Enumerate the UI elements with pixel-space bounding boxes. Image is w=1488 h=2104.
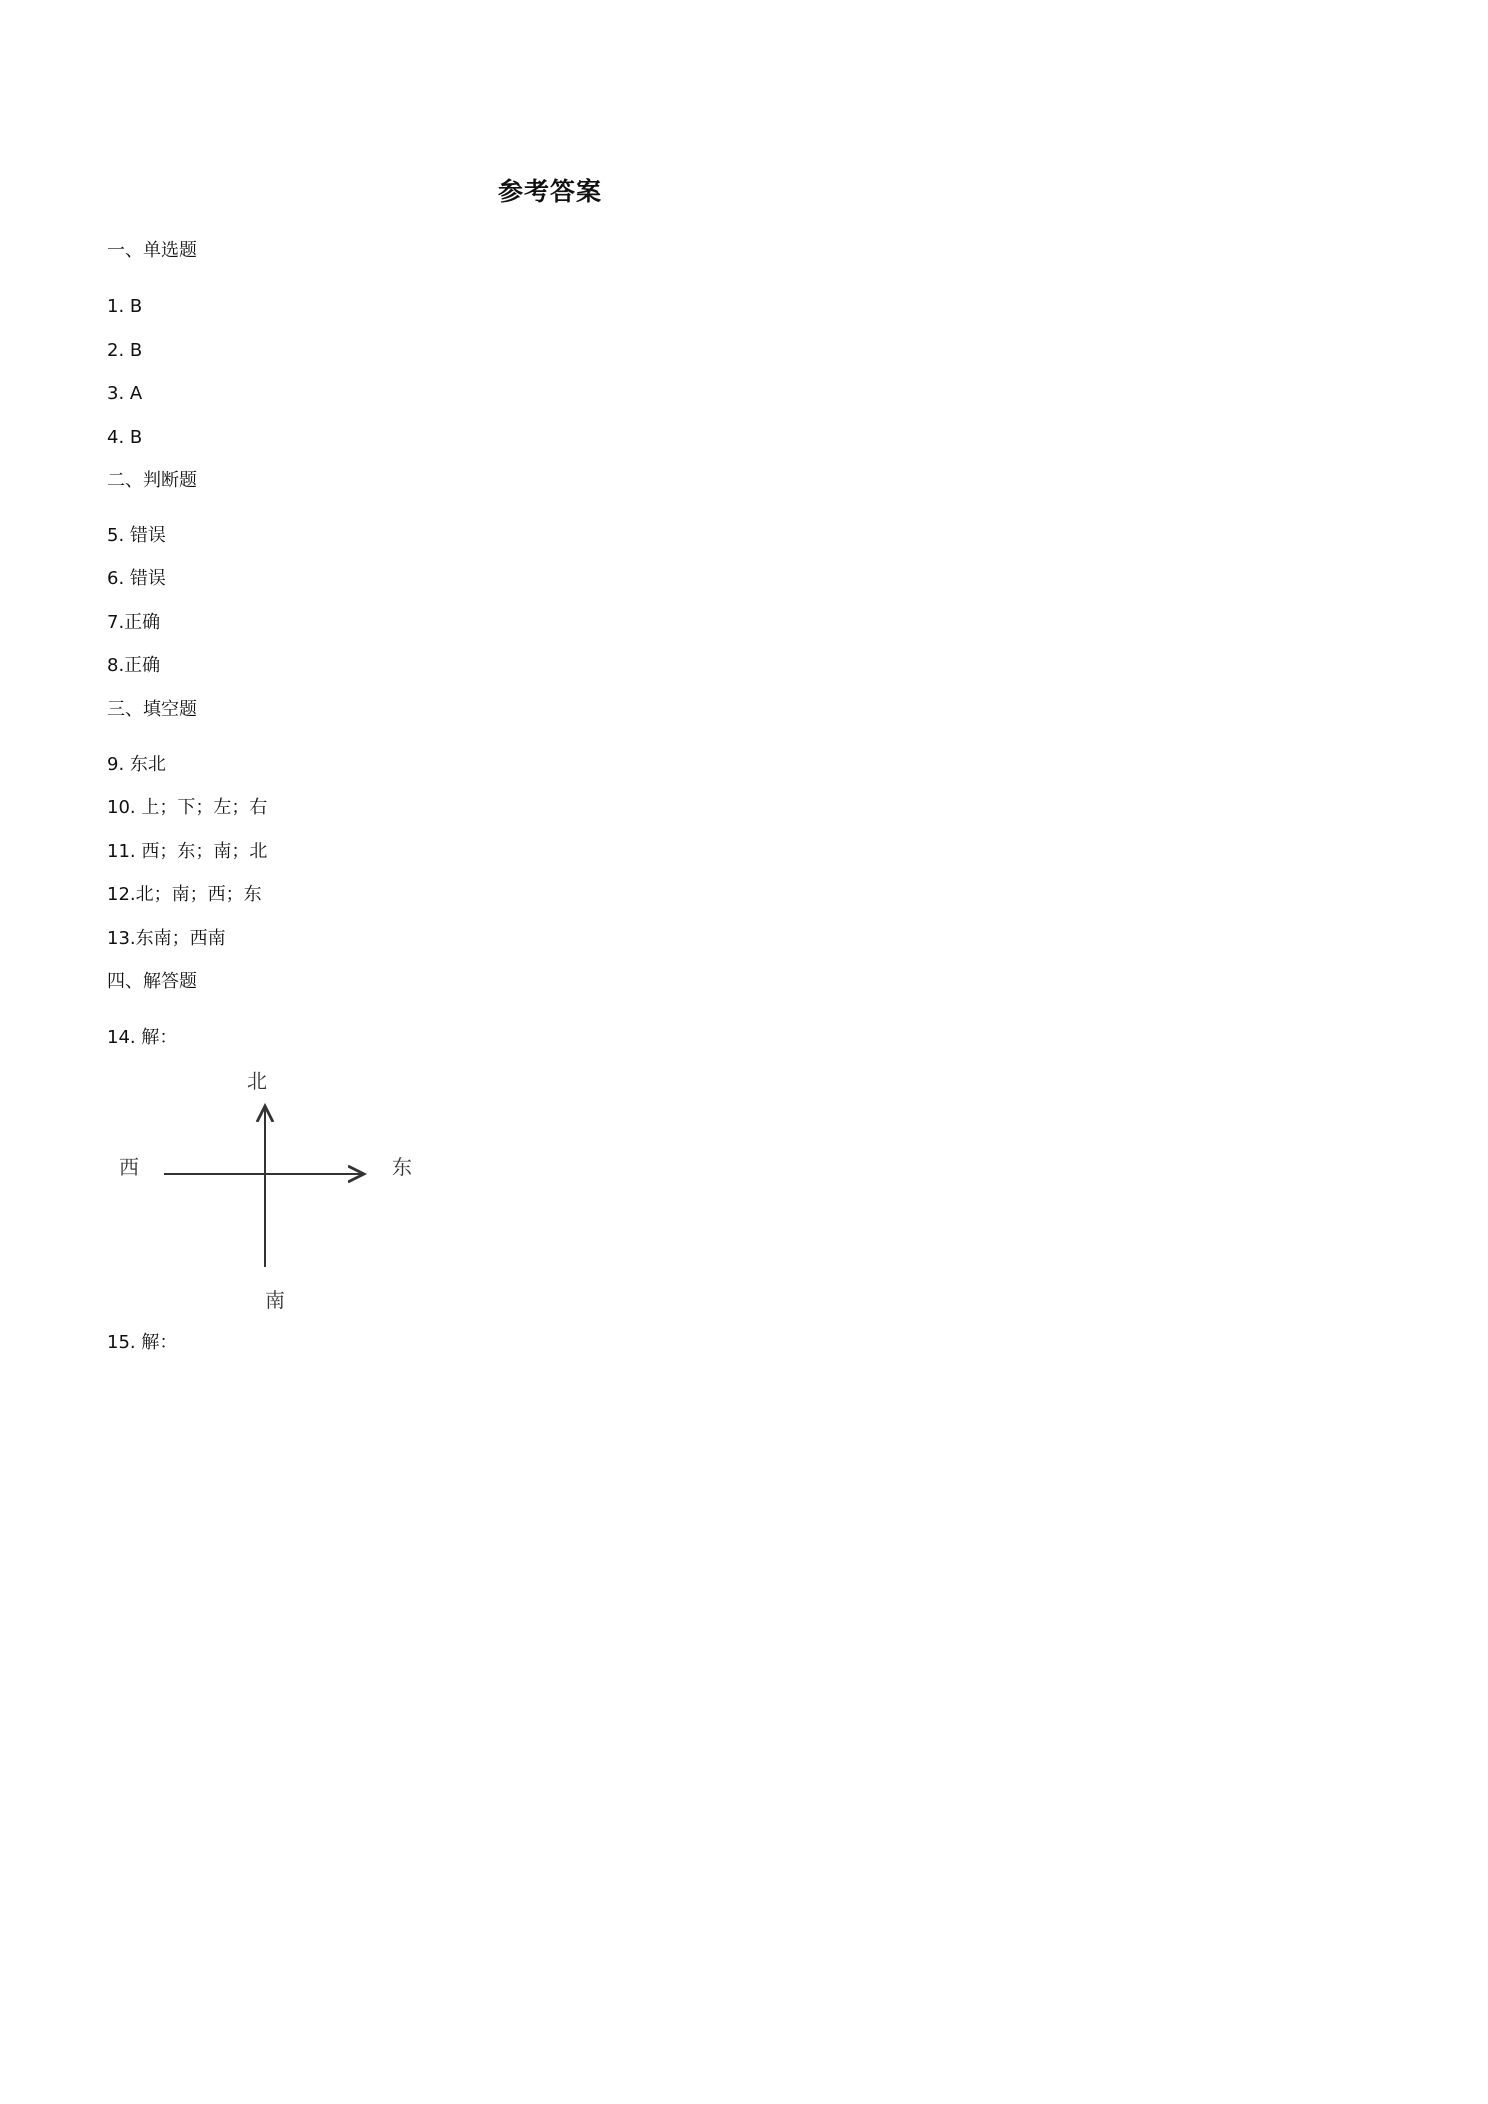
west-label: 西 (119, 1155, 139, 1179)
section-heading-solve: 四、解答题 (107, 971, 197, 992)
answer-item: 14. 解： (107, 1027, 178, 1048)
answer-item: 1. B (107, 296, 143, 317)
north-label: 北 (247, 1069, 267, 1093)
section-heading-true-false: 二、判断题 (107, 470, 197, 491)
answer-item: 3. A (107, 383, 143, 404)
answer-item: 13.东南；西南 (107, 928, 226, 949)
answer-item: 12.北；南；西；东 (107, 884, 262, 905)
answer-item: 7.正确 (107, 612, 161, 633)
answer-item: 15. 解： (107, 1332, 178, 1353)
east-label: 东 (392, 1155, 412, 1179)
answer-item: 8.正确 (107, 655, 161, 676)
answer-item: 9. 东北 (107, 754, 166, 775)
answer-item: 4. B (107, 427, 143, 448)
answer-item: 6. 错误 (107, 568, 166, 589)
answer-item: 10. 上；下；左；右 (107, 797, 268, 818)
south-label: 南 (265, 1288, 285, 1312)
page-title: 参考答案 (497, 177, 602, 206)
answer-item: 11. 西；东；南；北 (107, 841, 268, 862)
answer-item: 2. B (107, 340, 143, 361)
section-heading-fill-blank: 三、填空题 (107, 699, 197, 720)
compass-diagram (108, 1062, 428, 1322)
section-heading-single-choice: 一、单选题 (107, 240, 197, 261)
answer-item: 5. 错误 (107, 525, 166, 546)
